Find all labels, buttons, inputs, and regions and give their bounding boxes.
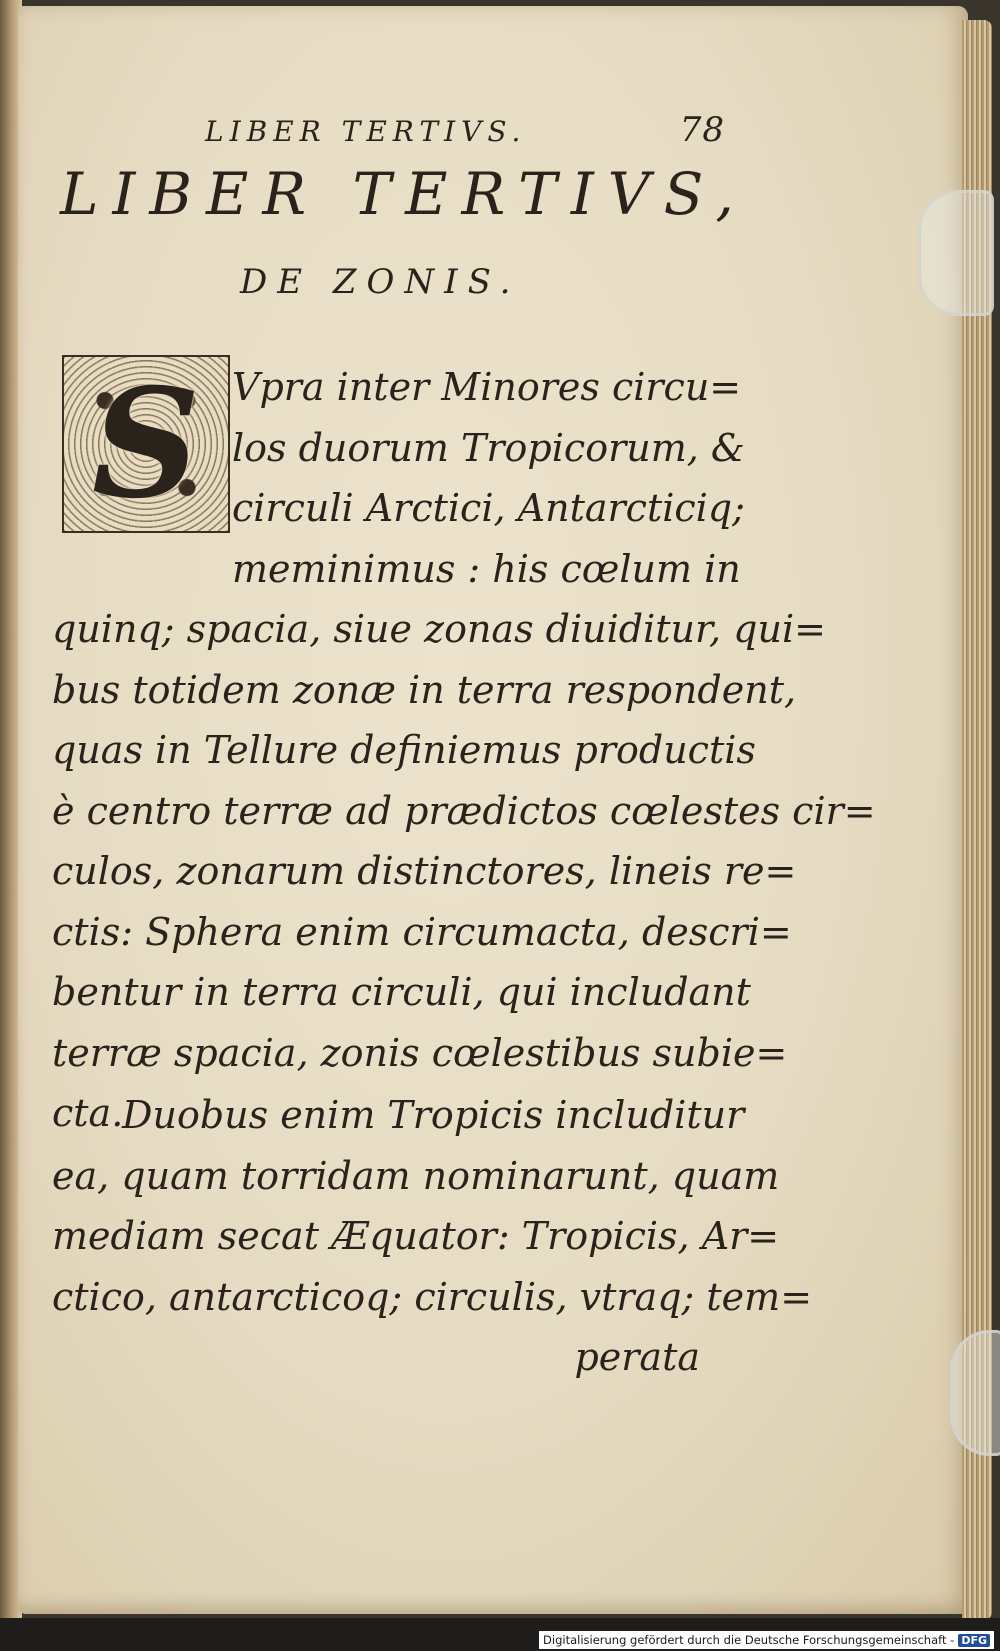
page-number: 78 xyxy=(679,110,725,150)
text-line: circuli Arctici, Antarcticiq; xyxy=(232,486,745,530)
text-line: quas in Tellure definiemus productis xyxy=(52,728,756,772)
funding-credit xyxy=(539,1631,994,1649)
text-line: terræ spacia, zonis cœlestibus subie= xyxy=(52,1030,788,1075)
initial-letter: S xyxy=(91,356,201,532)
funding-credit-text: Digitalisierung gefördert durch die Deutsche Forschungsgemeinschaft - xyxy=(543,1633,955,1647)
book-title: LIBER TERTIVS, xyxy=(60,160,748,228)
running-head xyxy=(205,110,725,150)
text-line: ea, quam torridam nominarunt, quam xyxy=(52,1153,780,1198)
text-line: meminimus : his cœlum in xyxy=(232,546,741,591)
text-line: bus totidem zonæ in terra respondent, xyxy=(52,667,797,712)
text-line: los duorum Tropicorum, & xyxy=(232,425,745,470)
paragraph-2 xyxy=(52,1085,813,1388)
text-line: quinq; spacia, siue zonas diuiditur, qui= xyxy=(52,607,826,651)
text-line: Vpra inter Minores circu= xyxy=(232,365,742,409)
text-line: bentur in terra circuli, qui includant xyxy=(52,970,751,1014)
text-line: cta. xyxy=(52,1091,124,1135)
text-line: mediam secat Æquator: Tropicis, Ar= xyxy=(52,1214,780,1258)
page-clip-icon xyxy=(918,190,994,316)
footer-bar xyxy=(0,1618,1000,1651)
text-line: ctico, antarcticoq; circulis, vtraq; tem= xyxy=(52,1274,813,1319)
text-line: ctis: Sphera enim circumacta, descri= xyxy=(52,909,792,954)
text-line: è centro terræ ad prædictos cœlestes cir= xyxy=(52,788,876,833)
page-clip-icon xyxy=(950,1330,1000,1456)
text-line: Duobus enim Tropicis includitur xyxy=(122,1093,745,1137)
running-head-title: LIBER TERTIVS. xyxy=(205,115,527,148)
catchword: perata xyxy=(574,1335,700,1379)
chapter-subtitle: DE ZONIS. xyxy=(240,262,521,302)
text-line: culos, zonarum distinctores, lineis re= xyxy=(52,849,797,893)
paragraph-1 xyxy=(52,357,876,1144)
dfg-logo-icon: DFG xyxy=(958,1634,990,1647)
